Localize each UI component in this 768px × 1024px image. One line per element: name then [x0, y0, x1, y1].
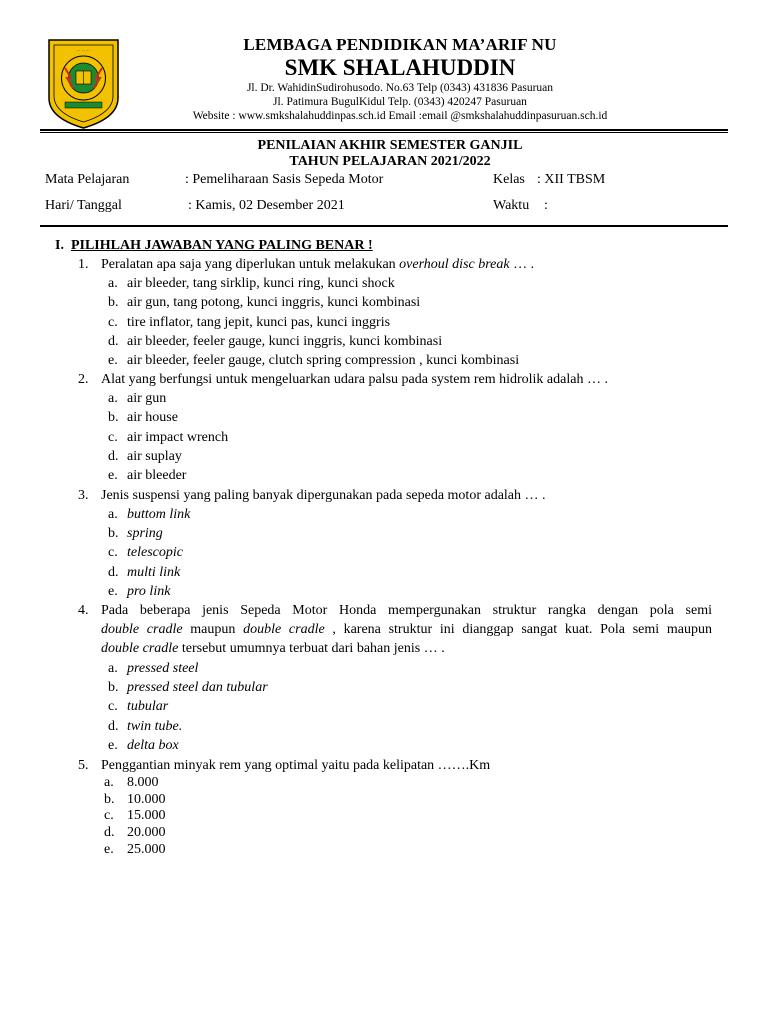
section-number: I. [55, 238, 64, 253]
subject-label: Mata Pelajaran [45, 172, 130, 187]
class-label: Kelas [493, 172, 525, 187]
exam-year: TAHUN PELAJARAN 2021/2022 [289, 154, 491, 169]
question-number: 3. [78, 488, 89, 503]
address-line-1: Jl. Dr. WahidinSudirohusodo. No.63 Telp (0343) 431836 Pasuruan [246, 82, 554, 94]
question-text: Penggantian minyak rem yang optimal yaitu pada kelipatan …….Km [101, 758, 491, 773]
section-heading [55, 238, 373, 254]
question-text: Peralatan apa saja yang diperlukan untuk melakukan overhoul disc break … . [101, 257, 535, 272]
school-name: SMK SHALAHUDDIN [284, 55, 516, 80]
website-line: Website : www.smkshalahuddinpas.sch.id Email :email @smkshalahuddinpasuruan.sch.id [192, 110, 608, 122]
exam-title: PENILAIAN AKHIR SEMESTER GANJIL [257, 138, 523, 153]
question-text: Jenis suspensi yang paling banyak dipergunakan pada sepeda motor adalah … . [101, 488, 546, 503]
question-4-line-3: double cradle tersebut umumnya terbuat dari bahan jenis … . [101, 641, 445, 656]
section-title: PILIHLAH JAWABAN YANG PALING BENAR ! [70, 238, 373, 253]
svg-text:· · · · · ·: · · · · · · [76, 48, 91, 53]
header-divider-thin [40, 132, 728, 133]
header-divider [40, 129, 728, 131]
info-divider [40, 225, 728, 227]
subject-value: : Pemeliharaan Sasis Sepeda Motor [185, 172, 384, 187]
question-text: Alat yang berfungsi untuk mengeluarkan udara palsu pada system rem hidrolik adalah … . [101, 372, 608, 387]
institution-name: LEMBAGA PENDIDIKAN MA’ARIF NU [243, 35, 557, 54]
time-label: Waktu [493, 198, 530, 213]
address-line-2: Jl. Patimura BugulKidul Telp. (0343) 420247 Pasuruan [273, 96, 527, 108]
time-value: : [544, 198, 548, 213]
date-label: Hari/ Tanggal [45, 198, 122, 213]
question-number: 1. [78, 257, 89, 272]
class-value: : XII TBSM [537, 172, 606, 187]
question-number: 5. [78, 758, 89, 773]
question-4-line-2: double cradle maupun double cradle , karena struktur ini dianggap sangat kuat. Pola semi maupun [101, 622, 712, 637]
question-number: 2. [78, 372, 89, 387]
question-4-line-1: Pada beberapa jenis Sepeda Motor Honda mempergunakan struktur rangka dengan pola semi [101, 603, 712, 618]
date-value: : Kamis, 02 Desember 2021 [188, 198, 345, 213]
